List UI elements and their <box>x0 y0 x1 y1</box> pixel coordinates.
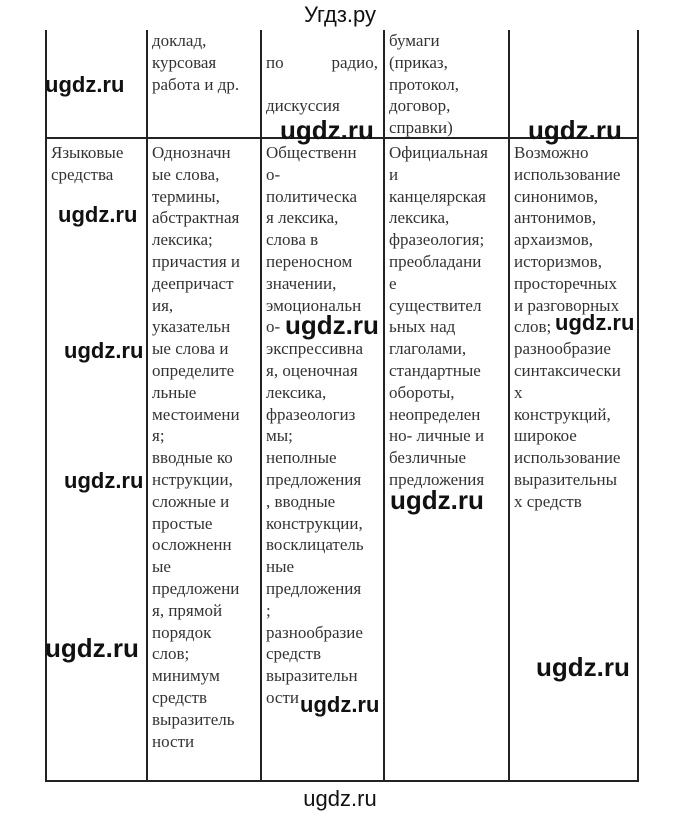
table-border-right <box>637 30 639 782</box>
watermark: ugdz.ru <box>285 310 379 340</box>
top-row-cell-col2: доклад, курсовая работа и др. <box>152 31 240 94</box>
watermark: ugdz.ru <box>536 652 630 682</box>
column-divider-2 <box>260 30 262 782</box>
watermark: ugdz.ru <box>528 115 622 145</box>
watermark: ugdz.ru <box>64 338 144 363</box>
main-row-cell-col2: Однозначн ые слова, термины, абстрактная лексика; причастия и деепричаст ия, указательн ые слова и определите льные местоимени я; вводные ко нструкции, сложные и простые осложненн ые предложени я, прямой порядок слов; минимум средств выразитель ности <box>152 143 241 751</box>
watermark: ugdz.ru <box>280 115 374 145</box>
footer-watermark: ugdz.ru <box>303 786 377 811</box>
column-divider-1 <box>146 30 148 782</box>
main-row-cell-col5: Возможно использование синонимов, антонимов, архаизмов, историзмов, просторечных и разговорных слов; разнообразие синтаксически х конструкций, широкое использование выразительны х средств <box>514 143 621 511</box>
watermark: ugdz.ru <box>300 692 380 717</box>
column-divider-4 <box>508 30 510 782</box>
site-title: Угдз.ру <box>303 2 377 27</box>
watermark: ugdz.ru <box>390 485 484 515</box>
watermark: ugdz.ru <box>58 202 138 227</box>
table-border-bottom <box>45 780 639 782</box>
top-row-col3-line2: дискуссия <box>266 96 340 116</box>
main-row-cell-col3: Общественн о- политическа я лексика, слова в переносном значении, эмоциональн о- экспрессивна я, оценочная лексика, фразеологиз мы; неполные предложения , вводные конструкции, восклицатель ные предложения ; разнообразие средств выразительн ости <box>266 143 364 707</box>
top-row-cell-col4: бумаги (приказ, протокол, договор, справки) <box>389 31 459 138</box>
table-border-left <box>45 30 47 782</box>
watermark: ugdz.ru <box>64 468 144 493</box>
watermark: ugdz.ru <box>45 633 139 663</box>
row-label-language-means: Языковые средства <box>51 143 124 184</box>
column-divider-3 <box>383 30 385 782</box>
top-row-col3-word-b: радио, <box>331 52 378 72</box>
watermark: ugdz.ru <box>555 310 635 335</box>
main-row-cell-col4: Официальная и канцелярская лексика, фразеология; преобладани е существител ьных над глаголами, стандартные обороты, неопределен но- личные и безличные предложения <box>389 143 488 489</box>
top-row-col3-word-a: по <box>266 52 284 72</box>
watermark: ugdz.ru <box>45 72 125 97</box>
